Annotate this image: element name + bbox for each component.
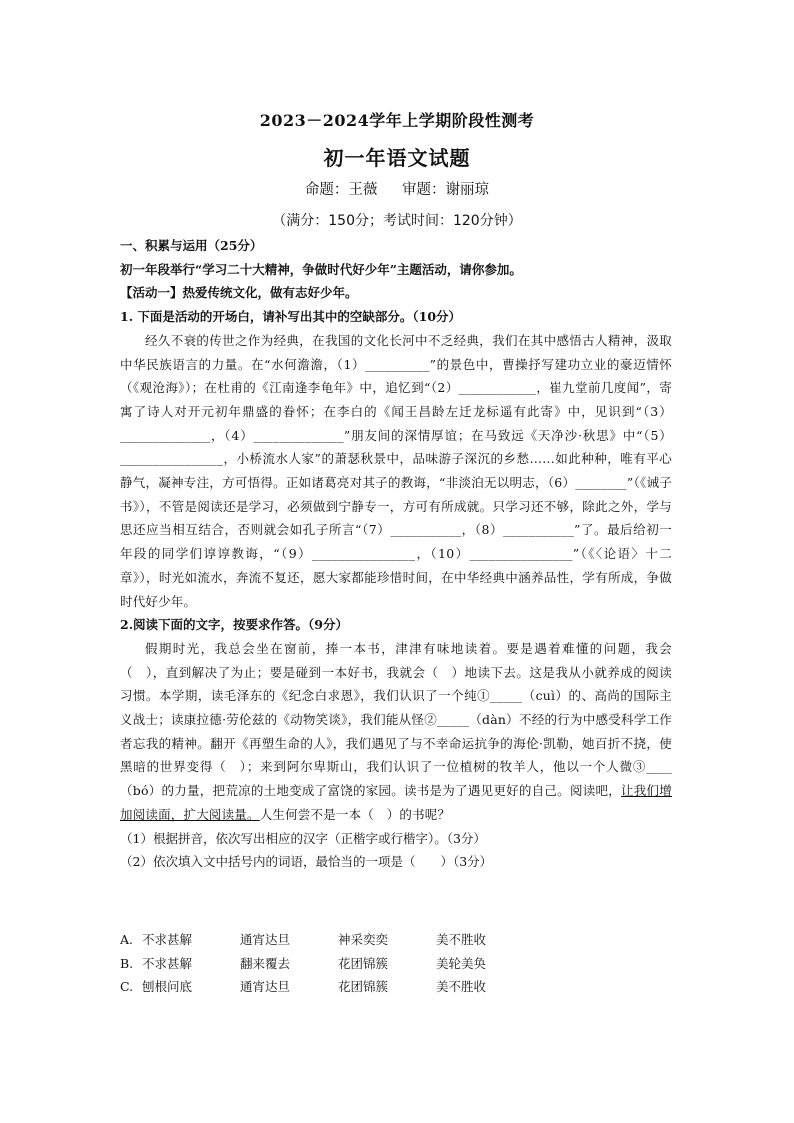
passage-text-end: 人生何尝不是一本（ ）的书呢？ xyxy=(259,806,451,822)
option-word: 神采奕奕 xyxy=(338,932,389,947)
option-label: A. xyxy=(120,932,134,947)
option-word: 不求甚解 xyxy=(142,955,193,971)
option-c xyxy=(120,975,672,999)
option-word: 花团锦簇 xyxy=(338,979,389,994)
exam-subtitle: 初一年语文试题 xyxy=(323,146,471,170)
exam-title: 2023－2024学年上学期阶段性测考 xyxy=(259,111,535,130)
question-2-passage xyxy=(120,637,672,827)
option-a xyxy=(120,928,672,952)
option-label: C. xyxy=(120,979,134,994)
authors-line xyxy=(0,178,794,199)
option-word: 美不胜收 xyxy=(436,932,487,947)
setter-label: 命题：王薇 xyxy=(304,182,378,198)
option-word: 不求甚解 xyxy=(142,932,193,947)
option-word: 刨根问底 xyxy=(142,979,193,994)
option-word: 通宵达旦 xyxy=(240,979,291,994)
answer-options xyxy=(120,928,672,999)
question-2-stem: 2.阅读下面的文字，按要求作答。（9分） xyxy=(120,617,348,633)
option-word: 美不胜收 xyxy=(436,979,487,994)
question-2-sub-1: （1）根据拼音，依次写出相应的汉字（正楷字或行楷字）。（3分） xyxy=(120,830,486,846)
activity-intro: 初一年段举行“学习二十大精神，争做时代好少年”主题活动，请你参加。 xyxy=(120,261,522,277)
question-2-sub-2: （2）依次填入文中括号内的词语，最恰当的一项是（ ）（3分） xyxy=(120,854,493,870)
underlined-sentence: 让我们增加阅读面，扩大阅读量。 xyxy=(120,783,672,822)
option-word: 翻来覆去 xyxy=(240,955,291,971)
activity-title: 【活动一】热爱传统文化，做有志好少年。 xyxy=(120,285,358,301)
question-1-stem: 1. 下面是活动的开场白，请补写出其中的空缺部分。（10分） xyxy=(120,309,462,325)
score-info: （满分：150分；考试时间：120分钟） xyxy=(272,213,522,229)
reviewer-label: 审题：谢丽琼 xyxy=(402,182,490,198)
option-word: 美轮美奂 xyxy=(436,955,487,971)
option-b xyxy=(120,952,672,976)
section-heading: 一、积累与运用（25分） xyxy=(120,238,263,253)
question-1-passage: 经久不衰的传世之作为经典，在我国的文化长河中不乏经典，我们在其中感悟古人精神，汲取中华民族语言的力量。在“水何澹澹，（1）__________”的景色中，曹操抒写建功立业的豪迈情怀（《观沧海》）；在杜甫的《江南逢李龟年》中，追忆到“（2）____________，崔九堂前几度闻”，寄寓了诗人对开元初年鼎盛的眷怀；在李白的《闻王昌龄左迁龙标遥有此寄》中，见识到“（3）______________，（4）______________”朋友间的深情厚谊；在马致远《天净沙·秋思》中“（5）________________，小桥流水人家”的萧瑟秋景中，品味游子深沉的乡愁……如此种种，唯有平心静气，凝神专注，方可悟得。正如诸葛亮对其子的教诲，“非淡泊无以明志，（6）________”（《诫子书》），不管是阅读还是学习，必须做到宁静专一，方可有所成就。只学习还不够，除此之外，学与思还应当相互结合，否则就会如孔子所言“（7）___________，（8）___________”了。最后给初一年段的同学们谆谆教诲，“（9）________________，（10）________________”（《〈论语〉十二章》），时光如流水，奔流不复还，愿大家都能珍惜时间，在中华经典中涵养品性，学有所成，争做时代好少年。 xyxy=(120,332,672,609)
option-word: 通宵达旦 xyxy=(240,932,291,947)
passage-text: 假期时光，我总会坐在窗前，捧一本书，津津有味地读着。要是遇着难懂的问题，我会（ ），直到解决了为止；要是碰到一本好书，我就会（ ）地读下去。这是我从小就养成的阅读习惯。本学期，读毛泽东的《纪念白求恩》，我们认识了一个纯①_____（cuì）的、高尚的国际主义战士；读康拉德·劳伦兹的《动物笑谈》，我们能从怪②_____（dàn）不经的行为中感受科学工作者忘我的精神。翻开《再塑生命的人》，我们遇见了与不幸命运抗争的海伦·凯勒，她百折不挠，使黑暗的世界变得（ ）；来到阿尔卑斯山，我们认识了一位植树的牧羊人，他以一个人微③____（bó）的力量，把荒凉的土地变成了富饶的家园。读书是为了遇见更好的自己。阅读吧， xyxy=(120,640,672,799)
section-1 xyxy=(120,234,672,874)
option-word: 花团锦簇 xyxy=(338,955,389,971)
option-label: B. xyxy=(120,955,134,971)
